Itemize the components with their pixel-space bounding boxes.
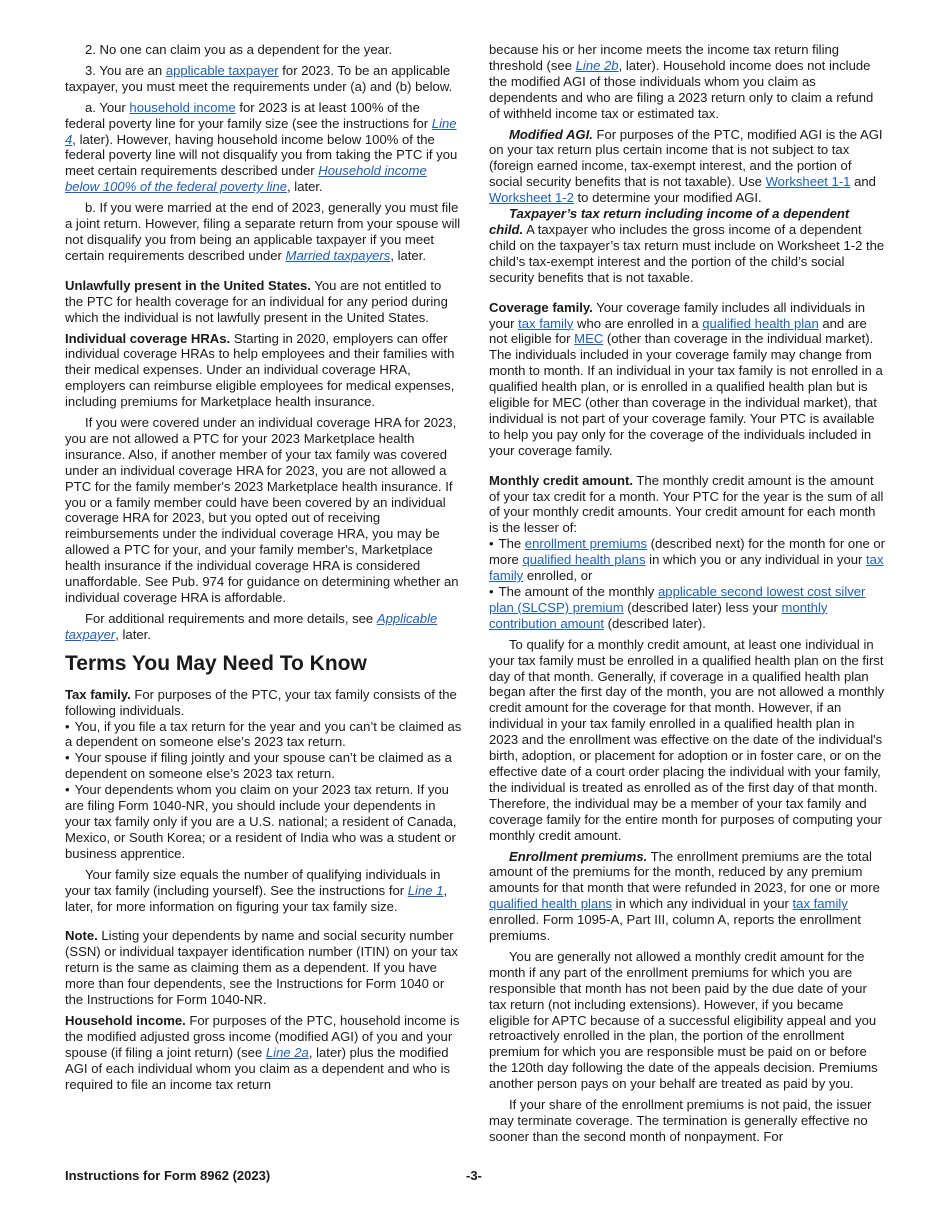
paragraph-requirement-a: a. Your household income for 2023 is at least 100% of the federal poverty line for your family size (see the instructions for Line 4, later). However, having household income below 100% of the federal poverty line will not disqualify you from taking the PTC if you meet certain requirements described under Household income below 100% of the federal poverty line, later. bbox=[65, 99, 458, 195]
link-household-income[interactable]: household income bbox=[129, 99, 236, 115]
paragraph-household-income: Household income. For purposes of the PTC, household income is the modified adjusted gross income (modified AGI) of you and your spouse (if filing a joint return) (see Line 2a, later) plus the modified AGI of each individual whom you claim as a dependent and who is required to file an income tax return bbox=[65, 1012, 460, 1092]
link-line-2b[interactable]: Line 2b bbox=[575, 57, 619, 73]
paragraph-family-size: Your family size equals the number of qualifying individuals in your tax family (including yourself). See the instructions for Line 1, later, for more information on figuring your tax family size. bbox=[65, 866, 448, 914]
heading-dependent-child: Taxpayer’s tax return including income of a dependent child. bbox=[489, 206, 850, 237]
paragraph-applicable-taxpayer: 3. You are an applicable taxpayer for 2023. To be an applicable taxpayer, you must meet the requirements under (a) and (b) below. bbox=[65, 62, 453, 94]
link-line-1[interactable]: Line 1 bbox=[407, 882, 444, 898]
paragraph-household-continued: because his or her income meets the income tax return filing threshold (see Line 2b, later). Household income does not include the modified AGI of those individuals whom you claim as dependents and who are filing a 2023 return only to claim a refund of withheld income tax or estimated tax. bbox=[489, 42, 874, 121]
link-worksheet-1-2[interactable]: Worksheet 1-2 bbox=[489, 190, 574, 206]
paragraph-additional-requirements: For additional requirements and more details, see Applicable taxpayer, later. bbox=[65, 610, 438, 642]
heading-household-income: Household income. bbox=[65, 1012, 186, 1028]
paragraph-qualify: To qualify for a monthly credit amount, at least one individual in your tax family must be enrolled in a qualified health plan on the first day of that month. Generally, if coverage in a qualified health plan began after the first day of the month, you are not allowed a monthly credit amount for the coverage for that month. However, if an individual in your tax family enrolled in a qualified health plan in 2023 and the enrollment was effective on the date of the individual's birth, adoption, or placement for adoption or in foster care, or on the effective date of a court order placing the individual with your family, the individual is treated as enrolled as of the first day of that month. Therefore, the individual may be a member of your tax family and coverage family for the entire month for purposes of computing your monthly credit amount. bbox=[489, 636, 885, 843]
paragraph-coverage-family: Coverage family. Your coverage family includes all individuals in your tax family who are enrolled in a qualified health plan and are not eligible for MEC (other than coverage in the individual market). The individuals included in your coverage family may change from month to month. If an individual in your tax family is not enrolled in a qualified health plan, or is enrolled in a qualified health plan but is eligible for MEC (other than coverage in the individual market), that individual is not part of your coverage family. Your PTC is available to help you pay only for the coverage of the individuals included in your coverage family. bbox=[489, 299, 883, 458]
paragraph-note: Note. Listing your dependents by name and social security number (SSN) or individual taxpayer identification number (ITIN) on your tax return is the same as claiming them as a dependent. If you have more than four dependents, see the Instructions for Form 1040 or the Instructions for Form 1040-NR. bbox=[65, 928, 458, 1008]
link-qualified-health-plan[interactable]: qualified health plan bbox=[702, 315, 819, 331]
link-slcsp-premium[interactable]: applicable second lowest cost silver plan (SLCSP) premium bbox=[489, 584, 866, 615]
paragraph-individual-coverage-hras: Individual coverage HRAs. Starting in 2020, employers can offer individual coverage HRAs to help employees and their families with their medical expenses. Under an individual coverage HRA, employers can reimburse eligible employees for medical expenses, including premiums for Marketplace health insurance. bbox=[65, 330, 455, 410]
paragraph-unlawfully-present: Unlawfully present in the United States. You are not entitled to the PTC for health coverage for an individual for any period during which the individual is not lawfully present in the United States. bbox=[65, 277, 448, 325]
heading-tax-family: Tax family. bbox=[65, 686, 131, 702]
link-monthly-contribution[interactable]: monthly contribution amount bbox=[489, 599, 828, 631]
heading-unlawfully-present: Unlawfully present in the United States. bbox=[65, 277, 311, 293]
link-worksheet-1-1[interactable]: Worksheet 1-1 bbox=[765, 174, 851, 190]
list-item: • Your dependents whom you claim on your 2023 tax return. If you are filing Form 1040-NR, you should include your dependents in your tax family only if you are a U.S. national; a resident of Canada, Mexico, or South Korea; or a resident of India who was a student or business apprentice. bbox=[65, 782, 462, 862]
heading-individual-coverage-hras: Individual coverage HRAs. bbox=[65, 330, 231, 346]
link-qualified-health-plans[interactable]: qualified health plans bbox=[522, 552, 646, 568]
heading-enrollment-premiums: Enrollment premiums. bbox=[509, 848, 648, 864]
list-item: • The enrollment premiums (described next) for the month for one or more qualified health plans in which you or any individual in your tax family enrolled, or bbox=[489, 536, 886, 584]
paragraph-requirement-b: b. If you were married at the end of 2023, generally you must file a joint return. However, filing a separate return from your spouse will not disqualify you from being an applicable taxpayer if you meet certain requirements described under Married taxpayers, later. bbox=[65, 200, 461, 263]
heading-coverage-family: Coverage family. bbox=[489, 299, 593, 315]
heading-monthly-credit: Monthly credit amount. bbox=[489, 472, 634, 488]
heading-modified-agi: Modified AGI. bbox=[509, 126, 593, 142]
link-applicable-taxpayer-2[interactable]: Applicable taxpayer bbox=[65, 610, 438, 642]
link-tax-family[interactable]: tax family bbox=[518, 315, 574, 331]
paragraph-monthly-credit: Monthly credit amount. The monthly credit amount is the amount of your tax credit for a month. Your PTC for the year is the sum of all of your monthly credit amounts. Your credit amount for each month is the lesser of: bbox=[489, 472, 884, 536]
link-line-4[interactable]: Line 4 bbox=[65, 115, 457, 147]
link-married-taxpayers[interactable]: Married taxpayers bbox=[285, 247, 391, 263]
link-enrollment-premiums[interactable]: enrollment premiums bbox=[524, 536, 648, 552]
link-line-2a[interactable]: Line 2a bbox=[265, 1044, 309, 1060]
link-household-income-below[interactable]: Household income below 100% of the federal poverty line bbox=[65, 163, 427, 195]
footer-form-title: Instructions for Form 8962 (2023) bbox=[65, 1168, 271, 1183]
paragraph-modified-agi: Modified AGI. For purposes of the PTC, modified AGI is the AGI on your tax return plus certain income that is not subject to tax (foreign earned income, tax-exempt interest, and the portion of social security benefits that is not taxable). Use Worksheet 1-1 and Worksheet 1-2 to determine your modified AGI. bbox=[489, 126, 883, 206]
list-item: • You, if you file a tax return for the year and you can’t be claimed as a dependent on someone else’s 2023 tax return. bbox=[65, 719, 462, 751]
section-title: Terms You May Need To Know bbox=[65, 651, 367, 675]
link-applicable-taxpayer[interactable]: applicable taxpayer bbox=[165, 62, 279, 78]
link-tax-family-3[interactable]: tax family bbox=[792, 896, 848, 912]
paragraph-no-dependent: 2. No one can claim you as a dependent for the year. bbox=[85, 42, 393, 57]
list-item: • Your spouse if filing jointly and your spouse can’t be claimed as a dependent on someone else’s 2023 tax return. bbox=[65, 750, 462, 782]
link-tax-family-2[interactable]: tax family bbox=[489, 552, 884, 584]
heading-note: Note. bbox=[65, 928, 98, 944]
paragraph-enrollment-premiums: Enrollment premiums. The enrollment premiums are the total amount of the premiums for the month, reduced by any premium amounts for that month that were refunded in 2023, for one or more qualified health plans in which any individual in your tax family enrolled. Form 1095-A, Part III, column A, reports the enrollment premiums. bbox=[489, 848, 880, 944]
paragraph-tax-family: Tax family. For purposes of the PTC, your tax family consists of the following individuals. bbox=[65, 686, 457, 718]
paragraph-share-not-paid: If your share of the enrollment premiums is not paid, the issuer may terminate coverage. The termination is generally effective no sooner than the second month of nonpayment. For bbox=[489, 1097, 872, 1144]
link-qualified-health-plans-2[interactable]: qualified health plans bbox=[489, 896, 613, 912]
link-mec[interactable]: MEC bbox=[574, 331, 604, 347]
page-number: -3- bbox=[466, 1168, 482, 1183]
paragraph-not-allowed: You are generally not allowed a monthly credit amount for the month if any part of the enrollment premiums for which you are responsible that month has not been paid by the due date of your tax return (not including extensions). However, if you became eligible for APTC because of a successful eligibility appeal and you retroactively enrolled in the plan, the portion of the enrollment premium for which you are responsible must be paid on or before the 120th day following the date of the appeals decision. Premiums another person pays on your behalf are treated as paid by you. bbox=[489, 948, 878, 1092]
paragraph-hra-details: If you were covered under an individual coverage HRA for 2023, you are not allowed a PTC for your 2023 Marketplace health insurance. Also, if another member of your tax family was covered under an individual coverage HRA for 2023, you are not allowed a PTC for the family member's 2023 Marketplace health insurance. If you or a family member could have been covered by an individual coverage HRA for 2023, but you opted out of receiving reimbursements under the individual coverage HRA, you may be allowed a PTC for your, and your family member's, Marketplace health insurance if the individual coverage HRA is considered unaffordable. See Pub. 974 for guidance on determining whether an individual coverage HRA is affordable. bbox=[65, 415, 459, 605]
right-column bbox=[489, 42, 886, 1145]
left-column bbox=[65, 42, 462, 1092]
paragraph-dependent-child: Taxpayer’s tax return including income of a dependent child. A taxpayer who includes the gross income of a dependent child on the taxpayer’s tax return must include on Worksheet 1-2 the child’s tax-exempt interest and the portion of the child’s social security benefits that is not taxable. bbox=[489, 206, 885, 285]
list-item: • The amount of the monthly applicable second lowest cost silver plan (SLCSP) premium (described later) less your monthly contribution amount (described later). bbox=[489, 584, 886, 632]
